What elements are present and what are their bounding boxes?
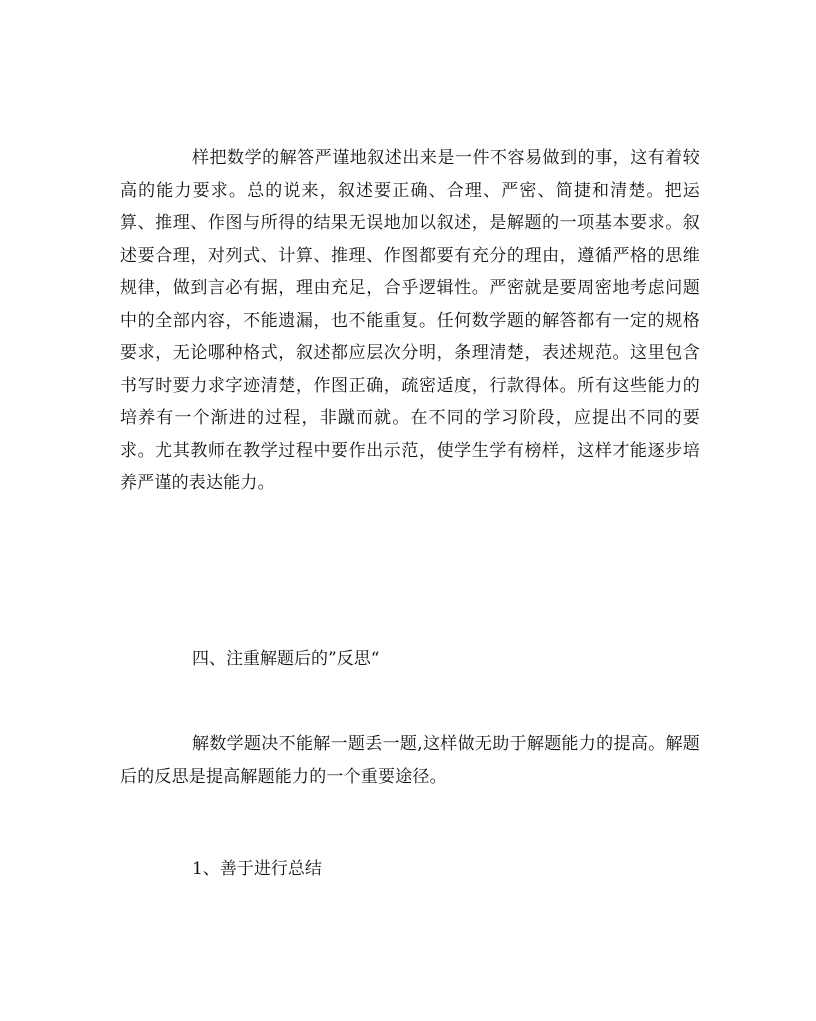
body-paragraph-expression: 样把数学的解答严谨地叙述出来是一件不容易做到的事，这有着较高的能力要求。总的说来，叙述要正确、合理、严密、简捷和清楚。把运算、推理、作图与所得的结果无误地加以叙述，是解题的一项基本要求。叙述要合理，对列式、计算、推理、作图都要有充分的理由，遵循严格的思维规律，做到言必有据，理由充足，合乎逻辑性。严密就是要周密地考虑问题中的全部内容，不能遗漏，也不能重复。任何数学题的解答都有一定的规格要求，无论哪种格式，叙述都应层次分明，条理清楚，表述规范。这里包含书写时要力求字迹清楚，作图正确，疏密适度，行款得体。所有这些能力的培养有一个渐进的过程，非蹴而就。在不同的学习阶段，应提出不同的要求。尤其教师在教学过程中要作出示范，使学生学有榜样，这样才能逐步培养严谨的表达能力。 (120, 148, 700, 493)
subsection-heading-summary: 1、善于进行总结 (192, 859, 322, 879)
section-heading-reflection: 四、注重解题后的”反思“ (192, 649, 380, 669)
body-paragraph-reflection: 解数学题决不能解一题丢一题,这样做无助于解题能力的提高。解题后的反思是提高解题能力的一个重要途径。 (120, 734, 700, 787)
